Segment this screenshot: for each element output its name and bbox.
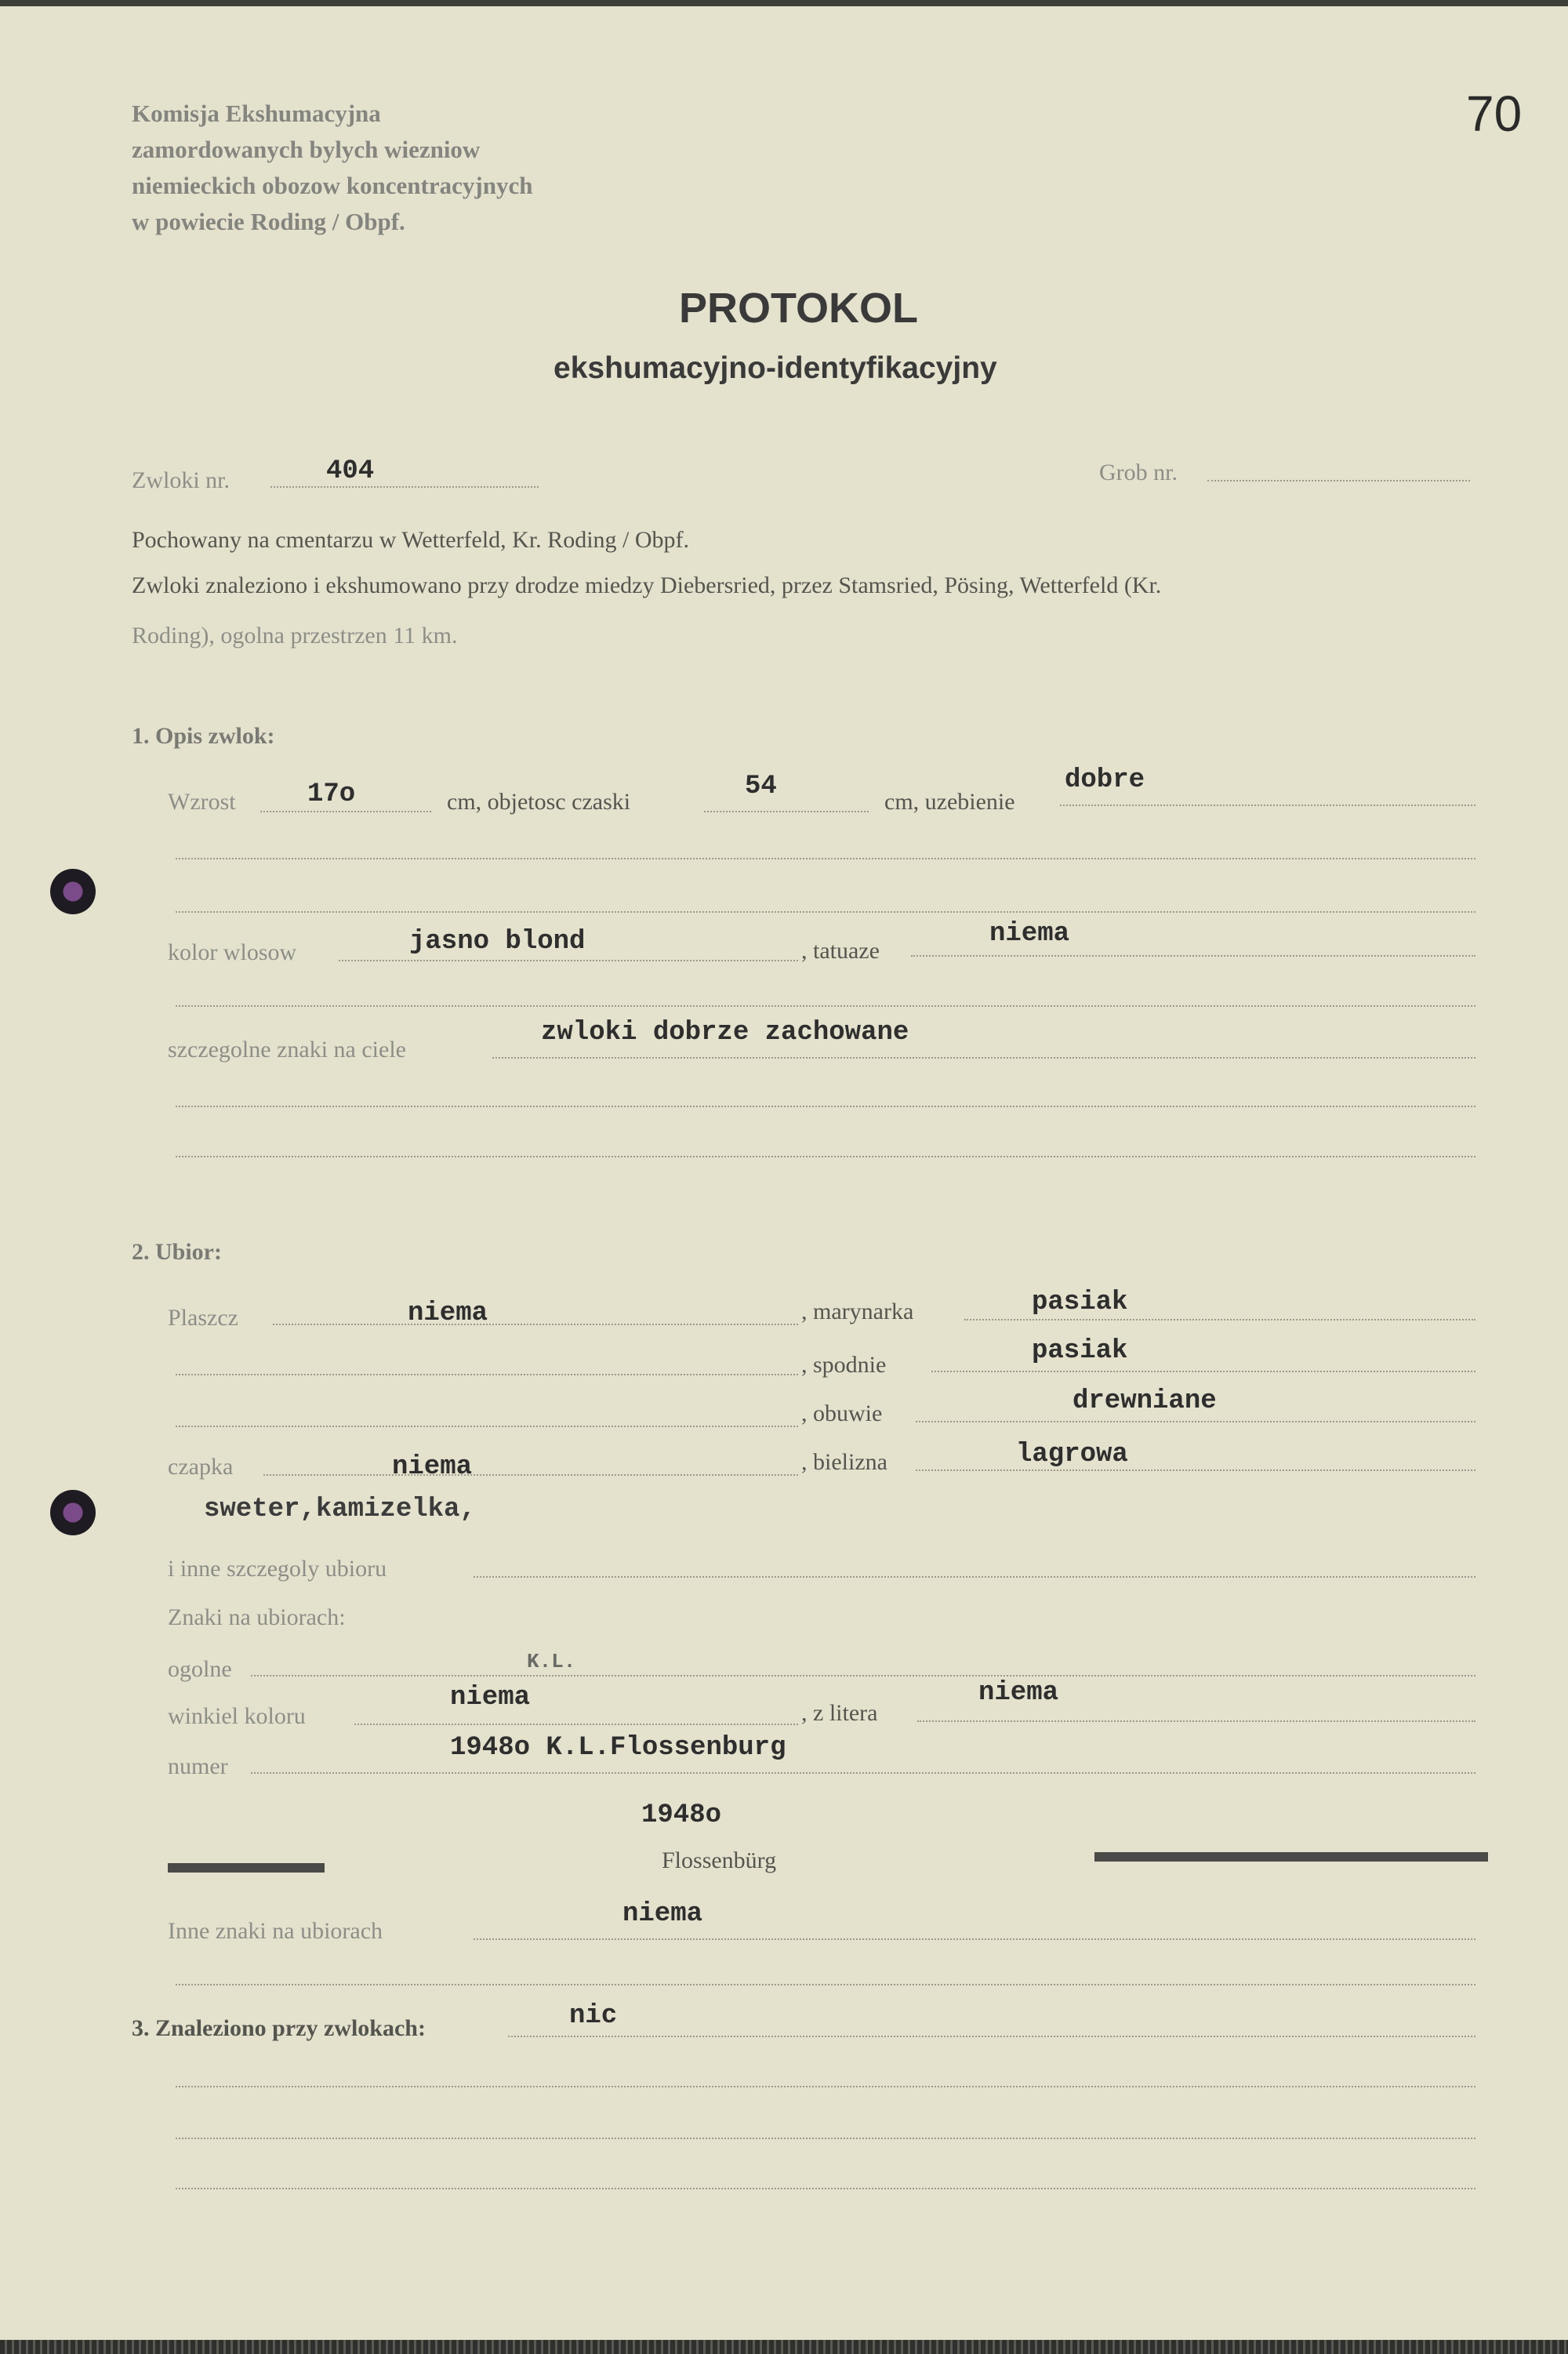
inne-znaki-line [474,1938,1475,1940]
block-number: 1948o [641,1800,722,1830]
page-number: 70 [1466,85,1523,142]
section1-blank-line-4 [176,1106,1475,1107]
intro-line-1: Pochowany na cmentarzu w Wetterfeld, Kr. Roding / Obpf. [132,527,690,553]
inne-szczegoly-line [474,1576,1475,1578]
section2-heading: 2. Ubior: [132,1239,222,1265]
czaski-line [704,811,869,812]
tatuaze-value: niema [989,919,1070,949]
czaski-value: 54 [745,772,777,801]
marynarka-value: pasiak [1032,1288,1128,1317]
inne-szczegoly-label: i inne szczegoly ubioru [168,1556,387,1582]
section2-blank-line [176,1984,1475,1985]
spodnie-label: , spodnie [801,1352,887,1378]
kolor-value: jasno blond [409,927,586,957]
punch-hole-top [50,869,96,914]
plaszcz-label: Plaszcz [168,1305,238,1331]
block-camp: Flossenbürg [662,1847,777,1873]
struck-label-right [1094,1852,1488,1862]
czapka-line [263,1474,798,1476]
grob-line [1207,480,1470,481]
section1-blank-line-2 [176,911,1475,913]
plaszcz-line [273,1324,798,1325]
znaki-ubiorach-label: Znaki na ubiorach: [168,1604,346,1630]
inne-znaki-value: niema [622,1899,703,1929]
section3-blank-line-2 [176,2138,1475,2139]
znaki-label: szczegolne znaki na ciele [168,1037,406,1063]
zwloki-value: 404 [326,456,375,486]
zwloki-label: Zwloki nr. [132,467,230,493]
kolor-line [339,960,798,961]
tatuaze-line [911,955,1475,957]
bielizna-line [916,1469,1475,1471]
section3-blank-line-3 [176,2188,1475,2189]
obuwie-line [916,1421,1475,1422]
numer-label: numer [168,1753,228,1779]
obuwie-label: , obuwie [801,1400,883,1426]
intro-line-2: Zwloki znaleziono i ekshumowano przy drodze miedzy Diebersried, przez Stamsried, Pösing, Wetterfeld (Kr. [132,572,1162,598]
punch-hole-bottom [50,1490,96,1535]
section1-blank-line-1 [176,858,1475,859]
marynarka-line [964,1319,1475,1320]
inne-szczegoly-value: sweter,kamizelka, [204,1495,476,1524]
ogolne-label: ogolne [168,1656,232,1682]
uzebienie-line [1060,805,1475,806]
section1-blank-line-3 [176,1005,1475,1007]
struck-label-left [168,1863,325,1873]
page-bottom-edge [0,2340,1568,2354]
uzebienie-label: cm, uzebienie [884,789,1015,815]
wzrost-line [260,811,431,812]
spodnie-line [931,1371,1475,1372]
litera-value: niema [978,1678,1059,1708]
plaszcz-value: niema [408,1299,488,1328]
czapka-value: niema [392,1452,473,1482]
wzrost-value: 17o [307,779,356,809]
znaki-value: zwloki dobrze zachowane [541,1018,909,1048]
bielizna-value: lagrowa [1016,1440,1128,1469]
uzebienie-value: dobre [1065,765,1145,795]
wzrost-label: Wzrost [168,789,236,815]
litera-line [917,1720,1475,1722]
plaszcz-blank-line-1 [176,1374,798,1375]
marynarka-label: , marynarka [801,1299,914,1324]
zwloki-line [270,486,539,488]
document-subtitle: ekshumacyjno-identyfikacyjny [554,351,997,385]
znaki-line [492,1057,1475,1059]
ogolne-line [251,1675,1475,1676]
section3-blank-line-1 [176,2086,1475,2087]
winkiel-label: winkiel koloru [168,1703,306,1729]
winkiel-line [354,1724,798,1725]
spodnie-value: pasiak [1032,1336,1128,1366]
section1-heading: 1. Opis zwlok: [132,723,275,749]
ogolne-value: K.L. [527,1650,576,1673]
header-line-3: niemieckich obozow koncentracyjnych [132,172,533,199]
intro-line-3: Roding), ogolna przestrzen 11 km. [132,623,458,648]
obuwie-value: drewniane [1073,1386,1217,1416]
kolor-label: kolor wlosow [168,939,297,965]
header-line-2: zamordowanych bylych wiezniow [132,136,481,163]
numer-line [251,1772,1475,1774]
objetosc-label: cm, objetosc czaski [447,789,631,815]
bielizna-label: , bielizna [801,1449,887,1475]
winkiel-value: niema [450,1683,531,1713]
czapka-label: czapka [168,1454,234,1480]
header-line-1: Komisja Ekshumacyjna [132,100,381,127]
header-line-4: w powiecie Roding / Obpf. [132,208,405,235]
section3-heading: 3. Znaleziono przy zwlokach: [132,2015,426,2041]
page-top-edge [0,0,1568,6]
document-title: PROTOKOL [679,285,919,332]
section3-line [508,2036,1475,2037]
tatuaze-label: , tatuaze [801,938,880,964]
section1-blank-line-5 [176,1156,1475,1157]
litera-label: , z litera [801,1700,878,1726]
inne-znaki-label: Inne znaki na ubiorach [168,1918,383,1944]
section3-value: nic [569,2001,618,2031]
numer-value: 1948o K.L.Flossenburg [450,1733,786,1763]
plaszcz-blank-line-2 [176,1426,798,1427]
grob-label: Grob nr. [1099,460,1178,485]
